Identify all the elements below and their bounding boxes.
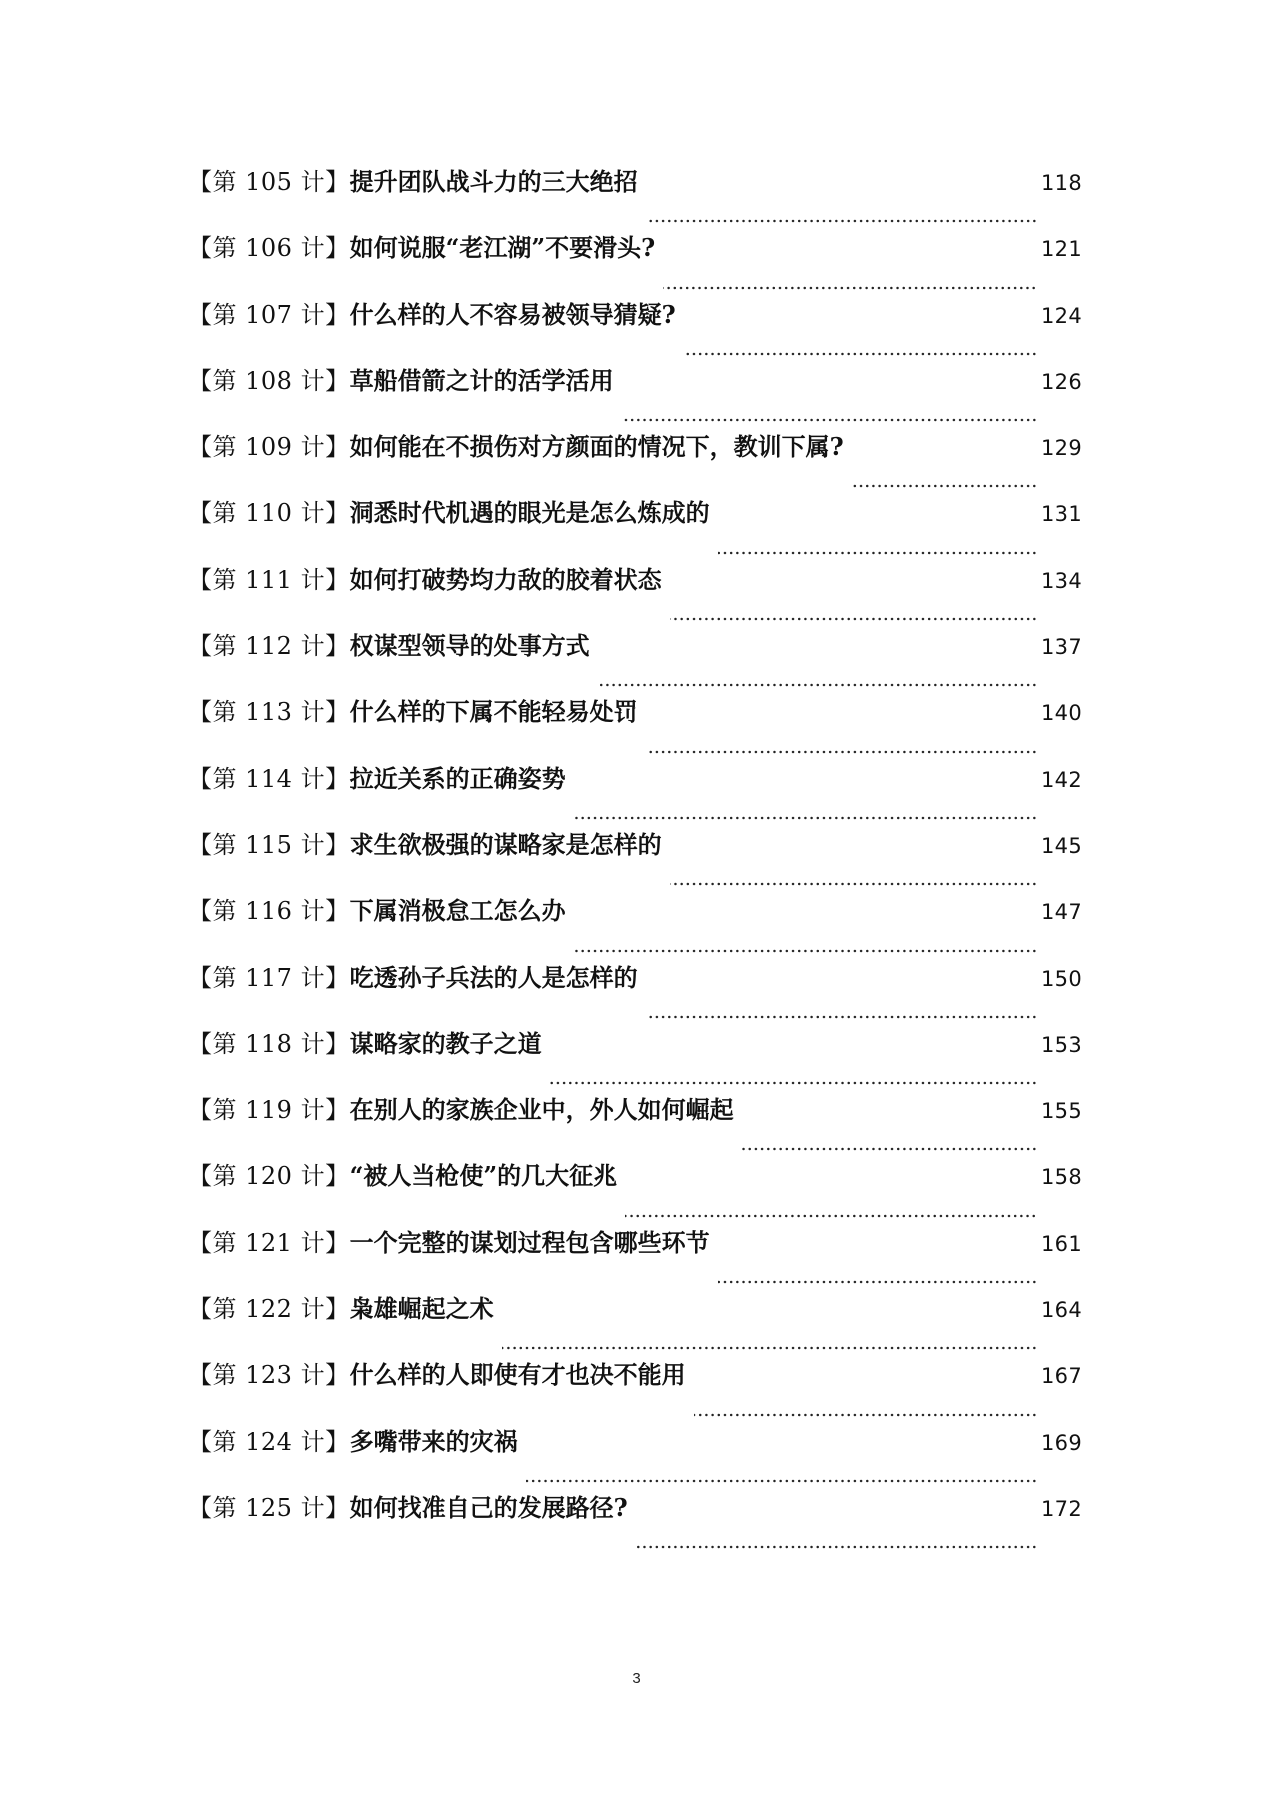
entry-page-number: 126 [1041,369,1082,394]
entry-number: 【第 108 计】 [188,366,350,395]
entry-title: 草船借箭之计的活学活用 [349,365,614,395]
dot-leader [646,750,1037,754]
toc-entry[interactable] [188,696,1082,762]
entry-number: 【第 122 计】 [188,1295,350,1324]
entry-title: 什么样的人不容易被领导猜疑? [349,299,676,329]
toc-entry[interactable] [188,1094,1082,1160]
toc-entry[interactable] [188,763,1082,829]
toc-entry[interactable] [188,299,1082,365]
entry-number: 【第 109 计】 [188,433,350,462]
entry-title: 如何能在不损伤对方颜面的情况下，教训下属? [349,432,844,462]
entry-page-number: 137 [1041,635,1082,660]
entry-title: 拉近关系的正确姿势 [349,763,566,793]
entry-number: 【第 114 计】 [188,764,350,793]
entry-number: 【第 115 计】 [188,830,350,859]
entry-title: 权谋型领导的处事方式 [349,631,590,661]
entry-number: 【第 121 计】 [188,1228,350,1257]
dot-leader [526,1479,1037,1483]
toc-entry[interactable] [188,1227,1082,1293]
entry-number: 【第 125 计】 [188,1493,350,1522]
entry-number: 【第 116 计】 [188,897,350,926]
entry-page-number: 147 [1041,900,1082,925]
dot-leader [742,1147,1037,1151]
toc-entry[interactable] [188,962,1082,1028]
entry-page-number: 164 [1041,1298,1082,1323]
toc-entry[interactable] [188,1160,1082,1226]
entry-number: 【第 124 计】 [188,1427,350,1456]
dot-leader [574,949,1037,953]
toc-entry[interactable] [188,497,1082,563]
entry-number: 【第 110 计】 [188,499,350,528]
entry-title: 什么样的人即使有才也决不能用 [349,1360,686,1390]
toc-entry[interactable] [188,630,1082,696]
entry-title: 提升团队战斗力的三大绝招 [349,167,638,196]
entry-page-number: 121 [1041,237,1082,262]
entry-title: 如何打破势均力敌的胶着状态 [349,564,662,594]
dot-leader [852,484,1037,488]
entry-page-number: 150 [1041,966,1082,991]
dot-leader [694,1413,1037,1417]
entry-title: 一个完整的谋划过程包含哪些环节 [349,1227,710,1257]
entry-page-number: 172 [1041,1496,1082,1521]
entry-number: 【第 106 计】 [188,234,350,263]
dot-leader [502,1346,1037,1350]
entry-title: 洞悉时代机遇的眼光是怎么炼成的 [349,498,710,528]
entry-page-number: 142 [1041,767,1082,792]
entry-page-number: 155 [1041,1099,1082,1124]
dot-leader [670,617,1037,621]
entry-title: 求生欲极强的谋略家是怎样的 [349,829,662,859]
entry-title: 谋略家的教子之道 [349,1028,542,1058]
entry-page-number: 129 [1041,436,1082,461]
dot-leader [625,1214,1037,1218]
dot-leader [663,286,1037,290]
entry-page-number: 161 [1041,1231,1082,1256]
toc-entry[interactable] [188,829,1082,895]
toc-entry[interactable] [188,431,1082,497]
toc-entry[interactable] [188,232,1082,298]
dot-leader [550,1081,1037,1085]
entry-title: “被人当枪使”的几大征兆 [349,1161,618,1191]
entry-number: 【第 111 计】 [188,565,350,594]
toc-entry[interactable] [188,1492,1082,1558]
page-number: 3 [632,1670,641,1687]
entry-number: 【第 113 计】 [188,698,350,727]
table-of-contents [188,166,1082,1558]
dot-leader [646,1015,1037,1019]
toc-entry[interactable] [188,1426,1082,1492]
entry-page-number: 134 [1041,568,1082,593]
dot-leader [718,551,1037,555]
entry-number: 【第 112 计】 [188,632,350,661]
entry-page-number: 140 [1041,701,1082,726]
toc-entry[interactable] [188,166,1082,232]
dot-leader [636,1545,1037,1549]
entry-title: 如何说服“老江湖”不要滑头? [349,233,656,263]
entry-number: 【第 118 计】 [188,1029,350,1058]
entry-number: 【第 117 计】 [188,963,350,992]
toc-entry[interactable] [188,1359,1082,1425]
entry-title: 吃透孙子兵法的人是怎样的 [349,962,638,992]
entry-page-number: 145 [1041,833,1082,858]
dot-leader [574,816,1037,820]
entry-number: 【第 123 计】 [188,1361,350,1390]
entry-number: 【第 119 计】 [188,1096,350,1125]
entry-number: 【第 120 计】 [188,1162,350,1191]
toc-entry[interactable] [188,1028,1082,1094]
dot-leader [622,418,1037,422]
entry-page-number: 153 [1041,1032,1082,1057]
entry-page-number: 169 [1041,1430,1082,1455]
entry-page-number: 158 [1041,1165,1082,1190]
entry-title: 枭雄崛起之术 [349,1294,494,1324]
entry-title: 多嘴带来的灾祸 [349,1426,518,1456]
toc-entry[interactable] [188,1293,1082,1359]
toc-entry[interactable] [188,895,1082,961]
entry-title: 下属消极怠工怎么办 [349,896,566,926]
toc-entry[interactable] [188,564,1082,630]
entry-page-number: 131 [1041,502,1082,527]
entry-title: 在别人的家族企业中，外人如何崛起 [349,1095,734,1125]
dot-leader [670,882,1037,886]
entry-page-number: 124 [1041,303,1082,328]
dot-leader [598,683,1037,687]
dot-leader [718,1280,1037,1284]
entry-page-number: 118 [1041,171,1082,195]
entry-title: 如何找准自己的发展路径? [349,1492,628,1522]
dot-leader [646,219,1037,223]
entry-title: 什么样的下属不能轻易处罚 [349,697,638,727]
entry-number: 【第 105 计】 [188,168,350,196]
dot-leader [684,352,1037,356]
entry-page-number: 167 [1041,1364,1082,1389]
entry-number: 【第 107 计】 [188,300,350,329]
toc-entry[interactable] [188,365,1082,431]
